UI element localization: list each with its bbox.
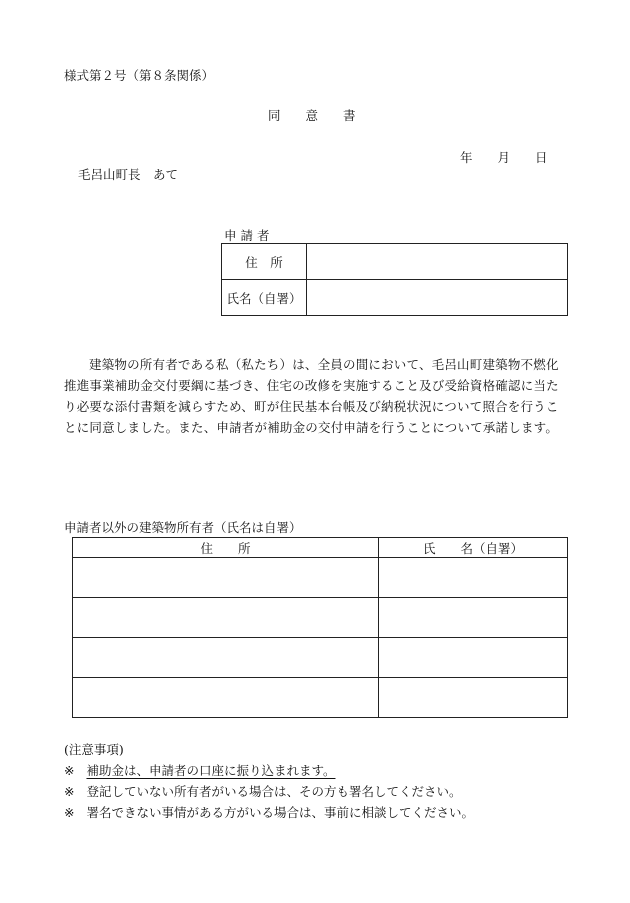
applicant-name-label: 氏名（自署） (222, 280, 307, 316)
owners-header-row (73, 538, 568, 558)
applicant-name-row (222, 280, 568, 316)
form-number: 様式第２号（第８条関係） (64, 68, 215, 83)
owner-address-field[interactable] (73, 678, 379, 718)
owner-row (73, 638, 568, 678)
note-text: 補助金は、申請者の口座に振り込まれます。 (86, 763, 336, 778)
note-text: 署名できない事情がある方がいる場合は、事前に相談してください。 (86, 805, 474, 820)
note-item (64, 760, 474, 781)
owners-heading: 申請者以外の建築物所有者（氏名は自署） (64, 520, 302, 535)
owners-col-name: 氏 名（自署） (379, 538, 568, 558)
note-mark: ※ (64, 763, 75, 778)
applicant-address-label: 住 所 (222, 244, 307, 280)
applicant-table (221, 243, 568, 316)
note-mark: ※ (64, 784, 75, 799)
notes-heading: (注意事項) (64, 742, 124, 757)
owner-row (73, 598, 568, 638)
note-mark: ※ (64, 805, 75, 820)
owner-name-field[interactable] (379, 598, 568, 638)
applicant-name-field[interactable] (307, 280, 568, 316)
owners-col-address: 住 所 (73, 538, 379, 558)
owner-row (73, 678, 568, 718)
owner-name-field[interactable] (379, 678, 568, 718)
document-title: 同 意 書 (268, 108, 356, 123)
consent-body-text: 建築物の所有者である私（私たち）は、全員の間において、毛呂山町建築物不燃化推進事業補助金交付要綱に基づき、住宅の改修を実施すること及び受給資格確認に当たり必要な添付書類を減らすため、町が住民基本台帳及び納税状況について照合を行うことに同意しました。また、申請者が補助金の交付申請を行うことについて承諾します。 (64, 357, 559, 435)
applicant-address-row (222, 244, 568, 280)
owner-address-field[interactable] (73, 638, 379, 678)
owner-name-field[interactable] (379, 558, 568, 598)
applicant-address-field[interactable] (307, 244, 568, 280)
owners-table (72, 537, 568, 718)
owner-address-field[interactable] (73, 558, 379, 598)
date-line: 年 月 日 (460, 150, 548, 165)
note-item (64, 781, 474, 802)
applicant-heading: 申 請 者 (224, 228, 270, 243)
addressee: 毛呂山町長 あて (78, 167, 179, 182)
note-item (64, 802, 474, 823)
owner-name-field[interactable] (379, 638, 568, 678)
note-text: 登記していない所有者がいる場合は、その方も署名してください。 (86, 784, 462, 799)
owner-row (73, 558, 568, 598)
owner-address-field[interactable] (73, 598, 379, 638)
notes-section (64, 739, 474, 823)
